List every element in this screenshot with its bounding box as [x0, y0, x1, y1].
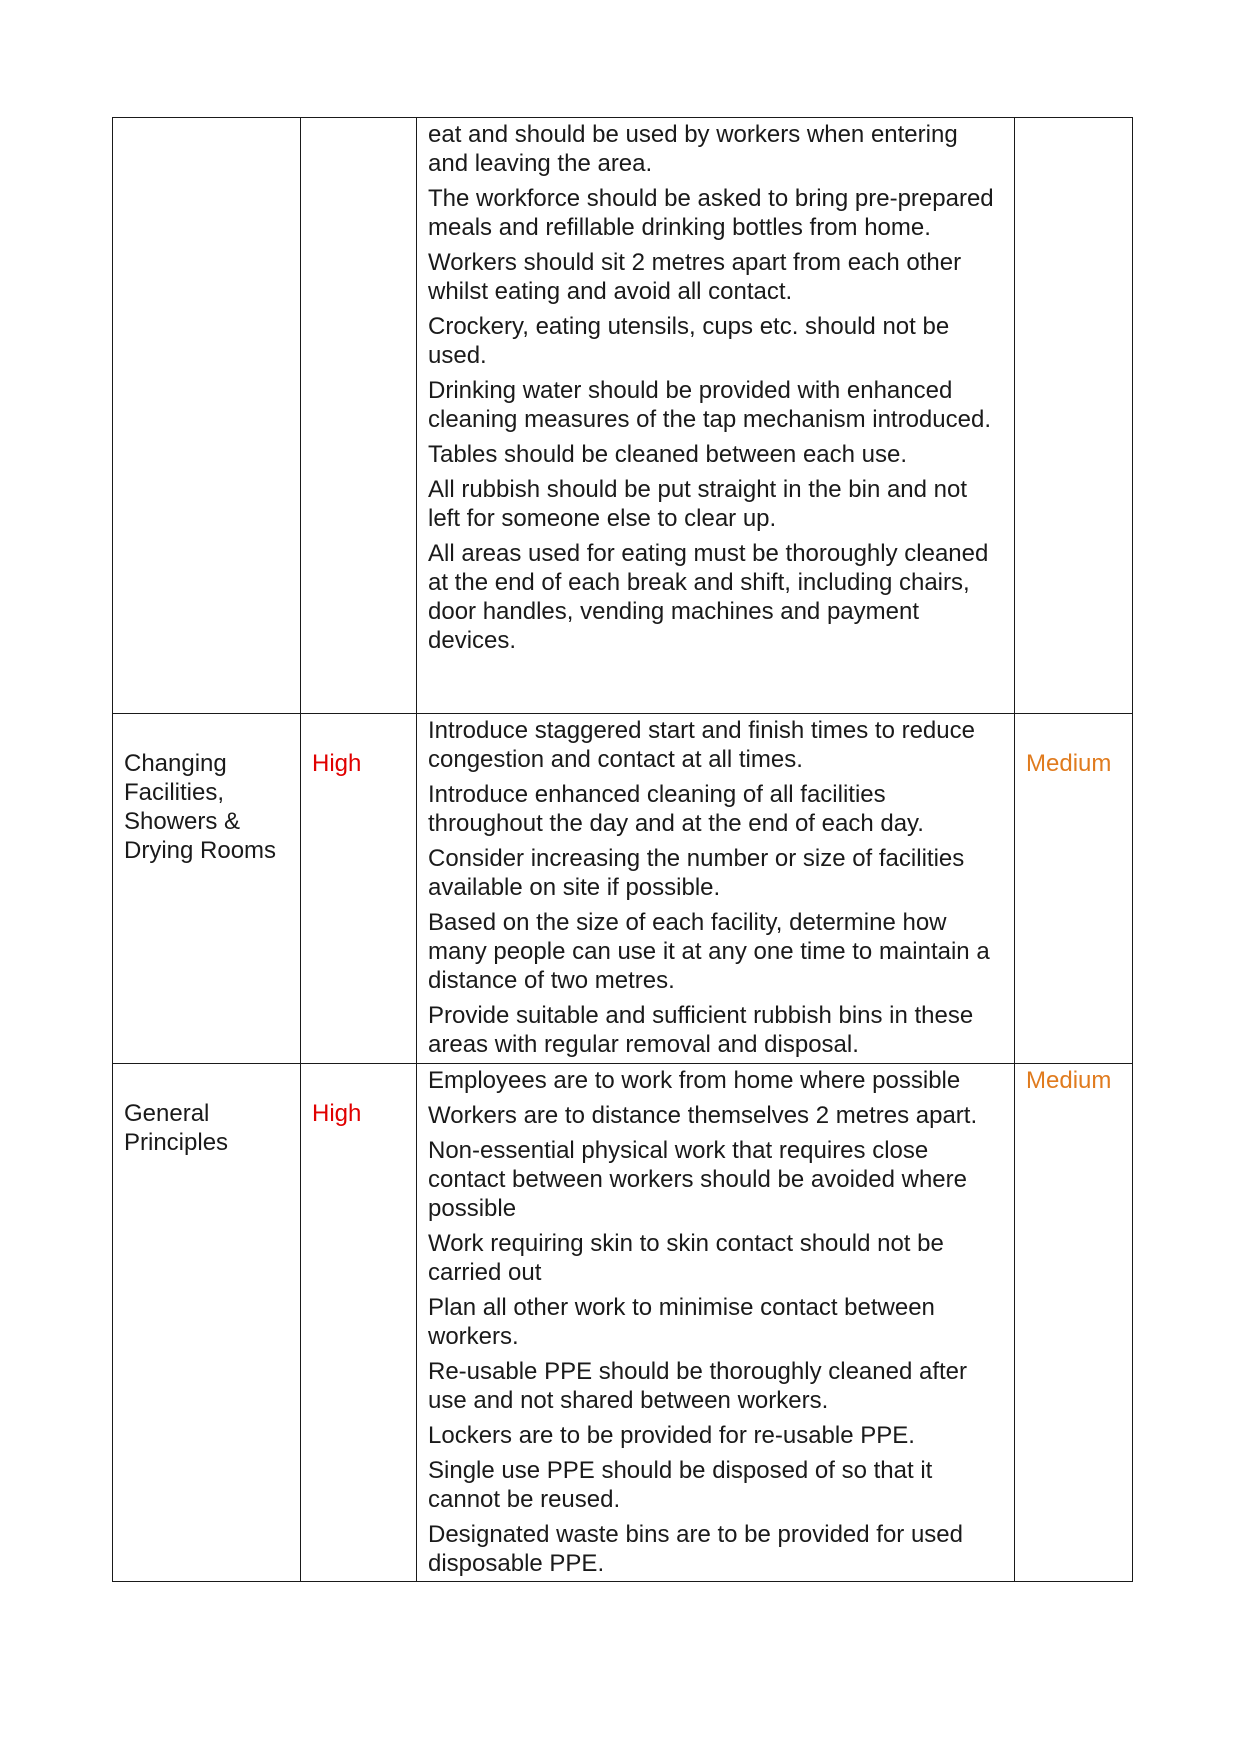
hazard-cell [113, 1064, 301, 1582]
hazard-cell [113, 714, 301, 1064]
hazard-label: Changing Facilities, Showers & Drying Rooms [124, 750, 277, 864]
hazard-label: General Principles [124, 1100, 229, 1156]
control-measure: All rubbish should be put straight in the bin and not left for someone else to clear up. [428, 476, 968, 532]
residual-risk-level: Medium [1026, 1067, 1112, 1094]
control-measure: All areas used for eating must be thoroughly cleaned at the end of each break and shift, including chairs, door handles, vending machines and payment devices. [428, 540, 989, 654]
risk-cell [301, 714, 417, 1064]
control-measure: Work requiring skin to skin contact should not be carried out [428, 1230, 944, 1286]
control-measure: Employees are to work from home where possible [428, 1067, 961, 1094]
risk-cell [301, 1064, 417, 1582]
control-measure: The workforce should be asked to bring pre-prepared meals and refillable drinking bottles from home. [428, 185, 994, 241]
control-measure: Introduce staggered start and finish times to reduce congestion and contact at all times. [428, 717, 975, 773]
table-row [113, 714, 1133, 1064]
control-measure: Introduce enhanced cleaning of all facilities throughout the day and at the end of each day. [428, 781, 924, 837]
control-measures-cell [417, 118, 1015, 714]
risk-cell [301, 118, 417, 714]
control-measure: Non-essential physical work that requires close contact between workers should be avoided where possible [428, 1137, 967, 1222]
risk-level: High [312, 1100, 362, 1127]
residual-risk-cell [1015, 118, 1133, 714]
hazard-cell [113, 118, 301, 714]
table-row [113, 118, 1133, 714]
control-measure: Designated waste bins are to be provided for used disposable PPE. [428, 1521, 963, 1577]
control-measure: Crockery, eating utensils, cups etc. should not be used. [428, 313, 950, 369]
control-measure: Consider increasing the number or size of facilities available on site if possible. [428, 845, 965, 901]
control-measure: Workers are to distance themselves 2 metres apart. [428, 1102, 978, 1129]
control-measure: Provide suitable and sufficient rubbish bins in these areas with regular removal and disposal. [428, 1002, 974, 1058]
risk-assessment-table [112, 117, 1133, 1582]
control-measures-list [417, 714, 1014, 1062]
control-measures-list [417, 118, 1014, 658]
control-measure: Single use PPE should be disposed of so that it cannot be reused. [428, 1457, 933, 1513]
control-measure: eat and should be used by workers when entering and leaving the area. [428, 121, 958, 177]
residual-risk-level [1015, 118, 1132, 153]
residual-risk-cell [1015, 714, 1133, 1064]
risk-level: High [312, 750, 362, 777]
control-measure: Re-usable PPE should be thoroughly cleaned after use and not shared between workers. [428, 1358, 968, 1414]
control-measure: Based on the size of each facility, determine how many people can use it at any one time to maintain a distance of two metres. [428, 909, 990, 994]
hazard-label [113, 118, 300, 153]
table-row [113, 1064, 1133, 1582]
control-measure: Plan all other work to minimise contact between workers. [428, 1294, 935, 1350]
control-measures-cell [417, 1064, 1015, 1582]
residual-risk-cell [1015, 1064, 1133, 1582]
control-measures-cell [417, 714, 1015, 1064]
control-measure: Tables should be cleaned between each use. [428, 441, 908, 468]
control-measure: Drinking water should be provided with enhanced cleaning measures of the tap mechanism introduced. [428, 377, 991, 433]
control-measure: Workers should sit 2 metres apart from each other whilst eating and avoid all contact. [428, 249, 962, 305]
residual-risk-level: Medium [1026, 750, 1112, 777]
risk-level [301, 118, 416, 153]
control-measures-list [417, 1064, 1014, 1581]
control-measure: Lockers are to be provided for re-usable PPE. [428, 1422, 915, 1449]
